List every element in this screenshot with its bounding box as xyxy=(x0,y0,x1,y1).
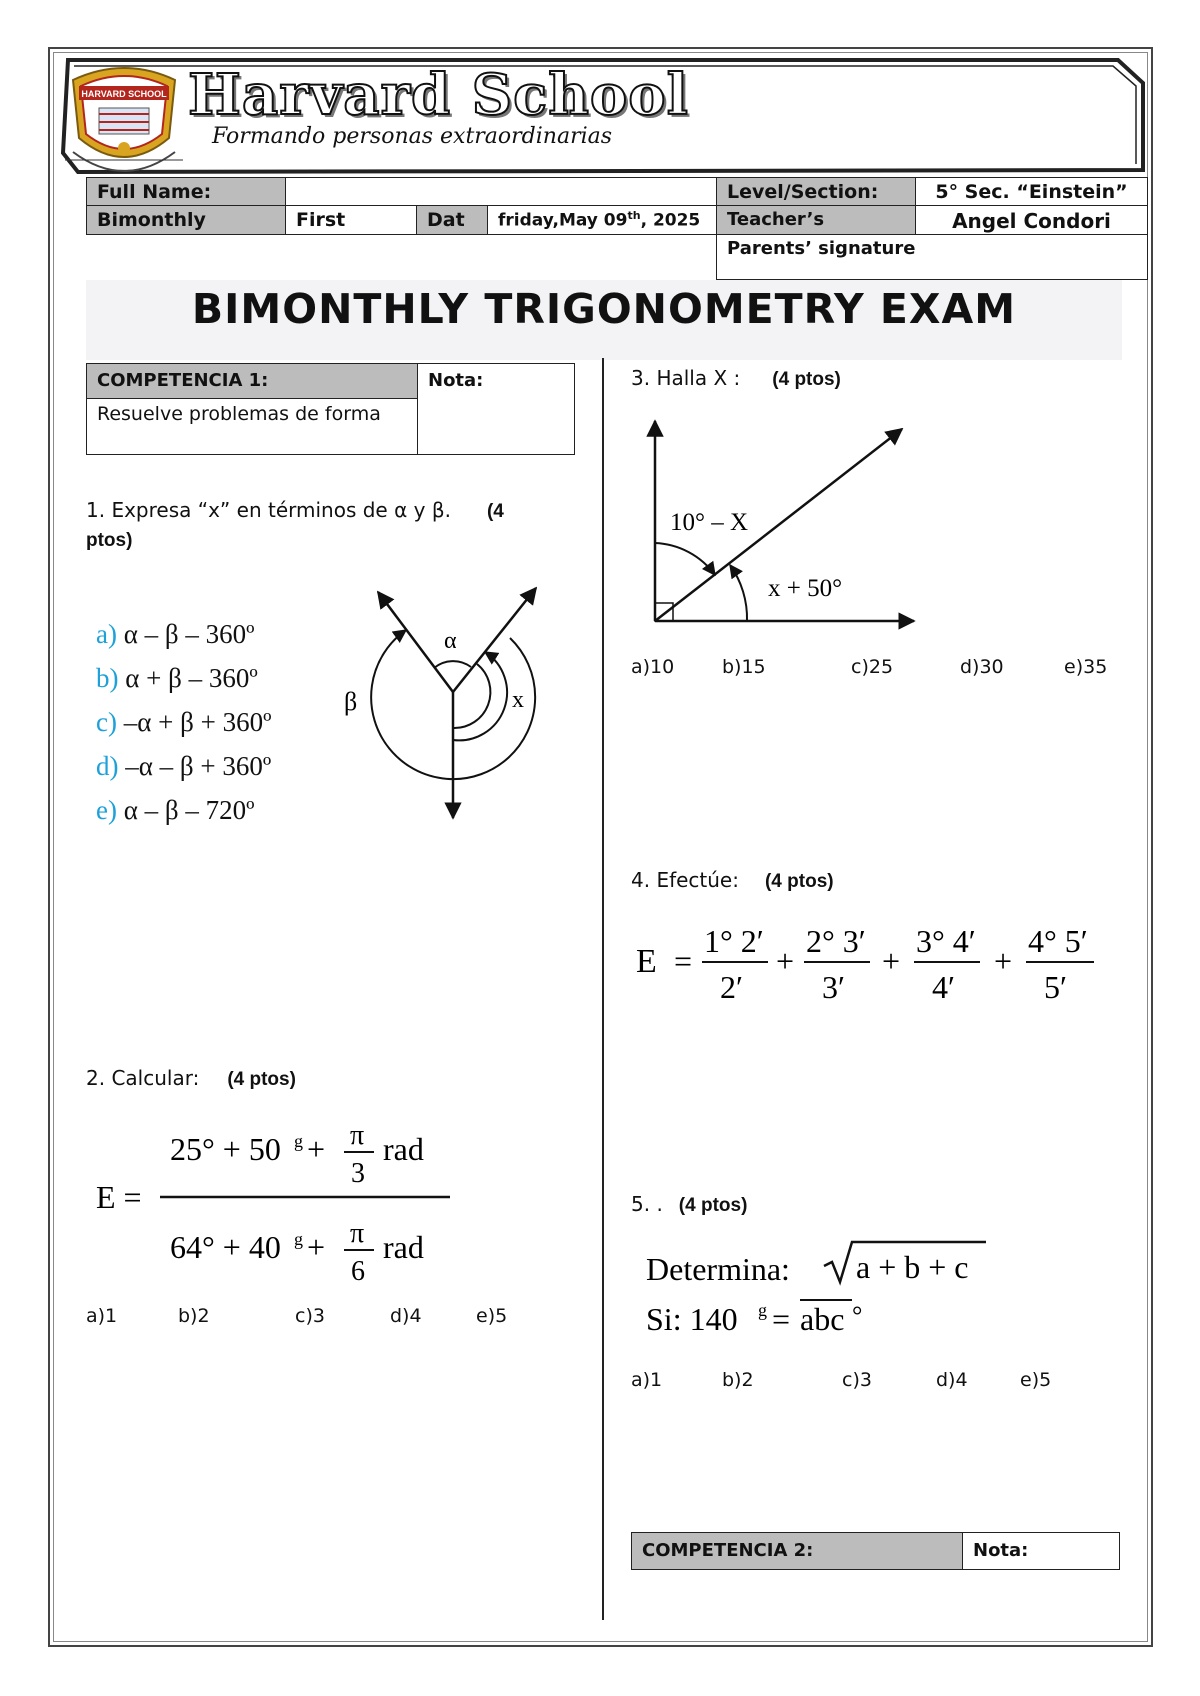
q3-label-top: 10° – X xyxy=(670,509,749,536)
q2-num-rad: rad xyxy=(383,1131,424,1167)
q4-lhs: E xyxy=(636,943,657,980)
q5-line2-eq: = xyxy=(772,1301,791,1337)
q3-option-d[interactable]: d)30 xyxy=(960,656,1004,678)
date-value: friday,May 09th, 2025 xyxy=(487,205,717,235)
q5-option-a[interactable]: a)1 xyxy=(631,1369,663,1391)
parents-signature-field[interactable]: Parents’ signature xyxy=(716,234,1148,280)
q3-top-arc xyxy=(655,543,715,575)
q3-text: 3. Halla X : (4 ptos) xyxy=(631,366,841,390)
q4-plus-2: + xyxy=(882,943,901,979)
exam-title: BIMONTHLY TRIGONOMETRY EXAM xyxy=(191,285,1017,333)
q1-inner-arc xyxy=(453,664,490,728)
level-section-label: Level/Section: xyxy=(716,177,916,206)
competencia-1-description: Resuelve problemas de forma xyxy=(86,398,418,455)
school-crest-logo xyxy=(65,60,183,178)
q1-angle-figure xyxy=(340,580,560,830)
competencia-2-label: COMPETENCIA 2: xyxy=(631,1532,963,1570)
teacher-label: Teacher’s xyxy=(716,205,916,235)
q5-line2-deg: ° xyxy=(852,1301,863,1330)
competencia-1-nota[interactable]: Nota: xyxy=(417,363,575,455)
q2-den-pi: π xyxy=(350,1218,365,1249)
q3-label-bottom: x + 50° xyxy=(768,575,843,602)
crest-text: HARVARD SCHOOL xyxy=(81,89,167,99)
q2-den-a: 64° + 40 xyxy=(170,1229,281,1265)
teacher-value: Angel Condori xyxy=(915,205,1148,235)
q4-plus-1: + xyxy=(776,943,795,979)
q2-num-g: g xyxy=(294,1131,303,1151)
competencia-1-label: COMPETENCIA 1: xyxy=(86,363,418,399)
q5-line2-a: Si: 140 xyxy=(646,1301,738,1337)
q4-frac-3-den: 4′ xyxy=(932,969,955,1005)
q5-option-b[interactable]: b)2 xyxy=(722,1369,754,1391)
q4-plus-3: + xyxy=(994,943,1013,979)
q1-text: 1. Expresa “x” en términos de α y β. (4 xyxy=(86,498,504,522)
q1-option-e[interactable]: e) α – β – 720º xyxy=(96,795,255,825)
level-section-value: 5° Sec. “Einstein” xyxy=(915,177,1148,206)
q4-frac-1-num: 1° 2′ xyxy=(704,923,764,959)
q5-line2-g: g xyxy=(758,1300,767,1320)
q3-angle-figure xyxy=(640,415,930,635)
q2-num-a: 25° + 50 xyxy=(170,1131,281,1167)
school-motto: Formando personas extraordinarias xyxy=(212,124,613,149)
q1-alpha-arc xyxy=(434,661,471,668)
q5-option-e[interactable]: e)5 xyxy=(1020,1369,1052,1391)
q2-option-b[interactable]: b)2 xyxy=(178,1305,210,1327)
full-name-label: Full Name: xyxy=(86,177,286,206)
q5-expression xyxy=(640,1236,1010,1346)
q1-options xyxy=(96,612,271,832)
q2-num-pi: π xyxy=(350,1120,365,1151)
q2-num-den: 3 xyxy=(351,1158,365,1189)
q1-x-label: x xyxy=(512,687,524,713)
q3-option-a[interactable]: a)10 xyxy=(631,656,675,678)
q1-points: ptos) xyxy=(86,530,133,551)
q5-option-d[interactable]: d)4 xyxy=(936,1369,968,1391)
q3-option-c[interactable]: c)25 xyxy=(851,656,894,678)
q2-lhs: E = xyxy=(96,1179,142,1215)
q5-text: 5. . (4 ptos) xyxy=(631,1192,748,1216)
q1-ray-right xyxy=(453,588,536,692)
q2-num-plus: + xyxy=(307,1131,326,1167)
q3-option-e[interactable]: e)35 xyxy=(1064,656,1108,678)
q1-option-a[interactable]: a) α – β – 360º xyxy=(96,619,255,649)
competencia-2-nota[interactable]: Nota: xyxy=(962,1532,1120,1570)
q2-option-d[interactable]: d)4 xyxy=(390,1305,422,1327)
q2-option-c[interactable]: c)3 xyxy=(295,1305,325,1327)
school-name: Harvard School xyxy=(188,62,689,128)
q5-line1: Determina: xyxy=(646,1251,790,1287)
q4-frac-4-den: 5′ xyxy=(1044,969,1067,1005)
q4-expression xyxy=(632,912,1102,1012)
q1-ray-left xyxy=(378,592,453,692)
q4-frac-4-num: 4° 5′ xyxy=(1028,923,1088,959)
q2-den-den: 6 xyxy=(351,1256,365,1282)
q2-den-plus: + xyxy=(307,1229,326,1265)
q4-frac-1-den: 2′ xyxy=(720,969,743,1005)
q4-equals: = xyxy=(674,943,693,979)
q4-frac-2-den: 3′ xyxy=(822,969,845,1005)
q5-option-c[interactable]: c)3 xyxy=(842,1369,872,1391)
q3-bottom-arc xyxy=(730,565,747,621)
q3-option-b[interactable]: b)15 xyxy=(722,656,766,678)
q2-den-g: g xyxy=(294,1229,303,1249)
q5-line2-abc: abc xyxy=(800,1301,845,1337)
bimonthly-value: First xyxy=(285,205,417,235)
q1-option-c[interactable]: c) –α + β + 360º xyxy=(96,707,272,737)
q2-den-rad: rad xyxy=(383,1229,424,1265)
q1-beta-label: β xyxy=(344,687,358,716)
date-label: Dat xyxy=(416,205,488,235)
q4-frac-2-num: 2° 3′ xyxy=(806,923,866,959)
column-divider xyxy=(602,358,604,1620)
q2-option-a[interactable]: a)1 xyxy=(86,1305,118,1327)
q2-text: 2. Calcular: (4 ptos) xyxy=(86,1066,296,1090)
q1-option-b[interactable]: b) α + β – 360º xyxy=(96,663,258,693)
q1-alpha-label: α xyxy=(444,628,457,654)
q2-option-e[interactable]: e)5 xyxy=(476,1305,508,1327)
full-name-field[interactable] xyxy=(285,177,717,206)
q4-text: 4. Efectúe: (4 ptos) xyxy=(631,868,834,892)
q2-expression xyxy=(92,1112,472,1282)
q1-option-d[interactable]: d) –α – β + 360º xyxy=(96,751,272,781)
q4-frac-3-num: 3° 4′ xyxy=(916,923,976,959)
bimonthly-label: Bimonthly xyxy=(86,205,286,235)
q5-radicand: a + b + c xyxy=(856,1249,969,1285)
